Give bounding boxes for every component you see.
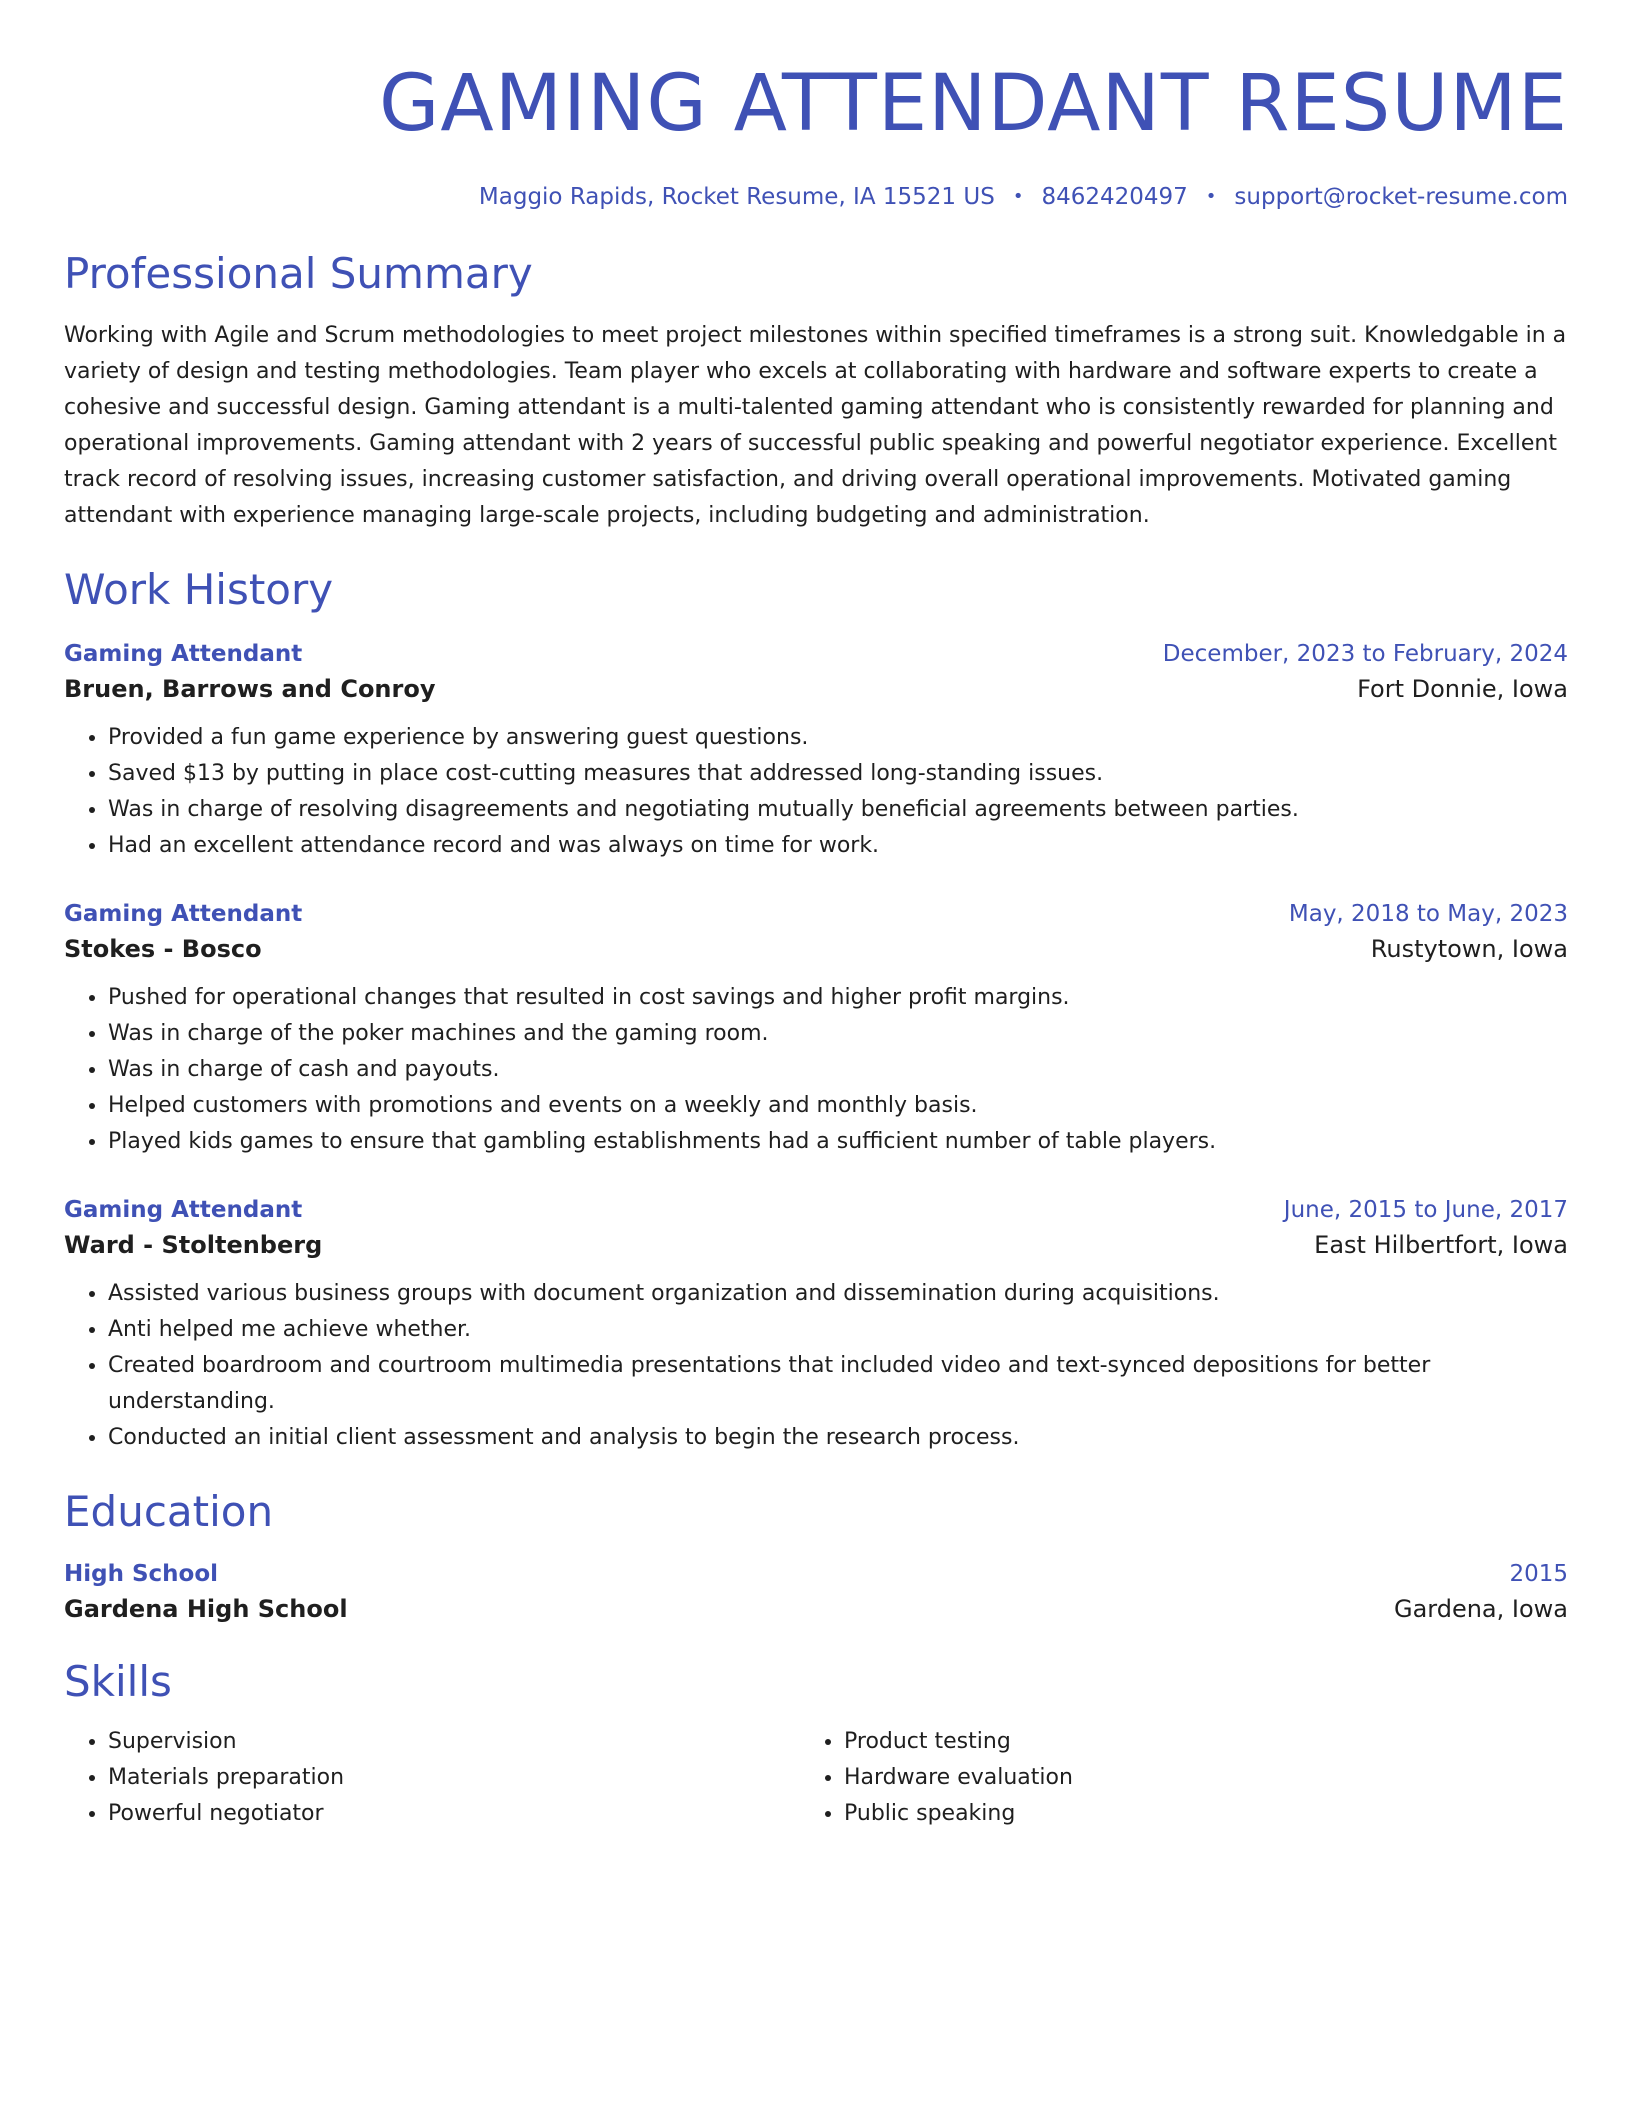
- skills-heading: Skills: [64, 1657, 172, 1706]
- skill-item: • Supervision: [108, 1724, 800, 1760]
- job-bullet: • Anti helped me achieve whether.: [108, 1312, 1568, 1348]
- education-location: Gardena, Iowa: [1393, 1595, 1568, 1623]
- job-dates: May, 2018 to May, 2023: [1288, 901, 1568, 927]
- education-degree: High School: [64, 1561, 219, 1587]
- contact-address: Maggio Rapids, Rocket Resume, IA 15521 US: [478, 184, 995, 210]
- job-entry: [64, 638, 1568, 864]
- education-school: Gardena High School: [64, 1595, 348, 1623]
- job-bullets: [64, 1276, 1568, 1456]
- work-history-heading: Work History: [64, 565, 334, 614]
- skill-item: • Public speaking: [844, 1796, 1536, 1832]
- skills-column-right: [800, 1724, 1536, 1832]
- job-title: Gaming Attendant: [64, 1197, 303, 1223]
- skill-item: • Product testing: [844, 1724, 1536, 1760]
- education-year: 2015: [1509, 1561, 1568, 1587]
- job-bullet: • Provided a fun game experience by answering guest questions.: [108, 720, 1568, 756]
- job-bullets: [64, 720, 1568, 864]
- resume-header: [64, 56, 1568, 212]
- job-bullet: • Helped customers with promotions and events on a weekly and monthly basis.: [108, 1088, 1568, 1124]
- job-company: Ward - Stoltenberg: [64, 1231, 323, 1259]
- contact-email: support@rocket-resume.com: [1234, 184, 1568, 210]
- contact-separator: •: [1012, 186, 1024, 207]
- job-dates: June, 2015 to June, 2017: [1283, 1197, 1568, 1223]
- job-title: Gaming Attendant: [64, 641, 303, 667]
- job-bullet: • Played kids games to ensure that gambling establishments had a sufficient number of table players.: [108, 1124, 1568, 1160]
- job-bullet: • Was in charge of resolving disagreements and negotiating mutually beneficial agreements between parties.: [108, 792, 1568, 828]
- contact-line: [64, 182, 1568, 212]
- skill-item: • Materials preparation: [108, 1760, 800, 1796]
- job-bullet: • Was in charge of the poker machines and the gaming room.: [108, 1016, 1568, 1052]
- job-entry: [64, 898, 1568, 1160]
- job-bullet: • Had an excellent attendance record and was always on time for work.: [108, 828, 1568, 864]
- summary-section: [64, 248, 1568, 534]
- skill-item: • Powerful negotiator: [108, 1796, 800, 1832]
- job-bullet: • Conducted an initial client assessment and analysis to begin the research process.: [108, 1420, 1568, 1456]
- job-bullets: [64, 980, 1568, 1160]
- contact-phone: 8462420497: [1041, 184, 1188, 210]
- job-location: Fort Donnie, Iowa: [1357, 675, 1568, 703]
- resume-title: GAMING ATTENDANT RESUME: [378, 59, 1568, 149]
- job-entry: [64, 1194, 1568, 1456]
- education-entry: [64, 1558, 1568, 1628]
- job-bullet: • Created boardroom and courtroom multimedia presentations that included video and text-synced depositions for better understanding.: [108, 1348, 1568, 1420]
- job-title: Gaming Attendant: [64, 901, 303, 927]
- work-history-section: [64, 564, 1568, 1456]
- job-company: Bruen, Barrows and Conroy: [64, 675, 436, 703]
- job-bullet: • Was in charge of cash and payouts.: [108, 1052, 1568, 1088]
- skills-list: [64, 1724, 1568, 1832]
- job-bullet: • Pushed for operational changes that resulted in cost savings and higher profit margins.: [108, 980, 1568, 1016]
- job-bullet: • Saved $13 by putting in place cost-cutting measures that addressed long-standing issues.: [108, 756, 1568, 792]
- job-company: Stokes - Bosco: [64, 935, 262, 963]
- education-section: [64, 1486, 1568, 1628]
- skills-column-left: [64, 1724, 800, 1832]
- job-bullet: • Assisted various business groups with document organization and dissemination during acquisitions.: [108, 1276, 1568, 1312]
- education-heading: Education: [64, 1487, 274, 1536]
- job-location: Rustytown, Iowa: [1370, 935, 1568, 963]
- summary-text: Working with Agile and Scrum methodologies to meet project milestones within specified timeframes is a strong suit. Knowledgable in a variety of design and testing methodologies. Team player who excels at collaborating with hardware and software experts to create a cohesive and successful design. Gaming attendant is a multi-talented gaming attendant who is consistently rewarded for planning and operational improvements. Gaming attendant with 2 years of successful public speaking and powerful negotiator experience. Excellent track record of resolving issues, increasing customer satisfaction, and driving overall operational improvements. Motivated gaming attendant with experience managing large-scale projects, including budgeting and administration.: [64, 323, 1567, 528]
- summary-heading: Professional Summary: [64, 249, 533, 298]
- skill-item: • Hardware evaluation: [844, 1760, 1536, 1796]
- skills-section: [64, 1656, 1568, 1832]
- job-dates: December, 2023 to February, 2024: [1162, 641, 1568, 667]
- contact-separator: •: [1205, 186, 1217, 207]
- job-location: East Hilbertfort, Iowa: [1314, 1231, 1568, 1259]
